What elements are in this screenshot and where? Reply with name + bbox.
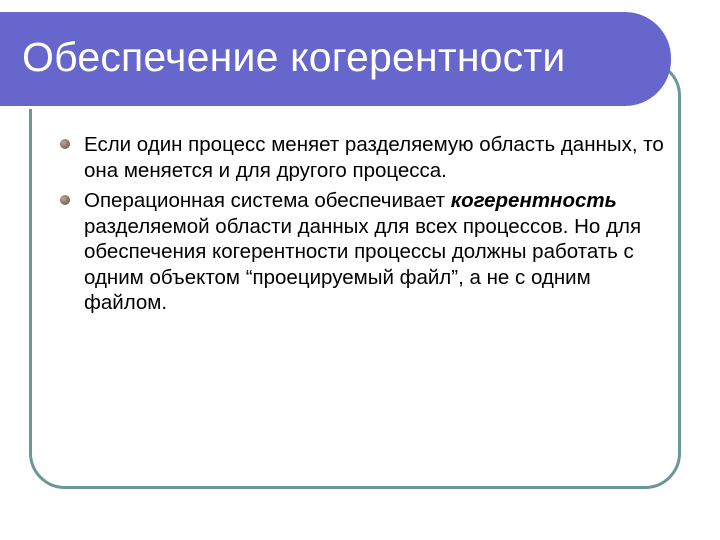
- bullet-icon: [60, 195, 70, 205]
- title-underline: [0, 106, 636, 109]
- bullet-text-2-before: Операционная система обеспечивает: [84, 189, 451, 212]
- bullet-list: [58, 132, 668, 321]
- bullet-text-1: Если один процесс меняет разделяемую область данных, то она меняется и для другого процесса.: [84, 133, 664, 182]
- bullet-icon: [60, 139, 70, 149]
- bullet-text-2-after: разделяемой области данных для всех процессов. Но для обеспечения когерентности процессы должны работать с одним объектом “проецируемый файл”, а не с одним файлом.: [84, 214, 642, 314]
- bullet-item-1: [58, 132, 668, 183]
- bullet-text-2-emphasis: когерентность: [450, 189, 617, 212]
- bullet-item-2: [58, 188, 668, 316]
- slide-title: Обеспечение когерентности: [22, 34, 566, 80]
